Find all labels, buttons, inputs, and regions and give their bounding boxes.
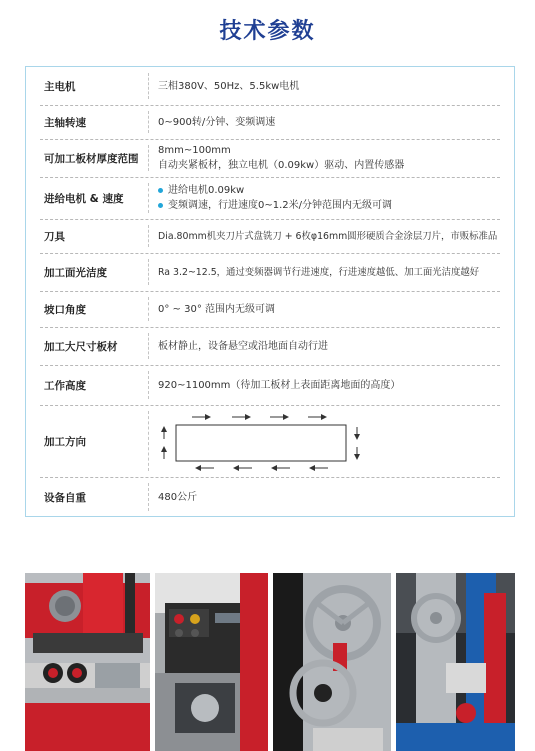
divider <box>148 111 149 133</box>
spec-value-line: 三相380V、50Hz、5.5kw电机 <box>158 80 300 92</box>
spec-value <box>158 291 498 327</box>
spec-label: 工作高度 <box>44 379 86 392</box>
bullet-item <box>158 183 498 198</box>
spec-row-working-height <box>40 365 500 406</box>
spec-value <box>158 477 498 517</box>
direction-diagram-svg <box>158 411 373 471</box>
direction-diagram <box>158 411 373 471</box>
divider <box>148 411 149 471</box>
divider <box>148 145 149 171</box>
spec-value <box>158 327 498 365</box>
divider <box>148 297 149 321</box>
bullet-text: 进给电机0.09kw <box>168 185 245 196</box>
spec-value <box>158 139 498 177</box>
bullet-dot-icon <box>158 203 163 208</box>
spec-row-direction <box>40 405 500 478</box>
spec-value-line: Ra 3.2~12.5，通过变频器调节行进速度，行进速度越低、加工面光洁度越好 <box>158 266 480 278</box>
spec-value-line: 8mm~100mm <box>158 145 231 156</box>
control-panel-photo <box>155 573 268 751</box>
spec-value <box>158 177 498 219</box>
spec-value-line: 0~900转/分钟、变频调速 <box>158 116 276 128</box>
spec-label: 主电机 <box>44 80 76 93</box>
spec-label: 主轴转速 <box>44 116 86 129</box>
spec-row-weight <box>40 477 500 517</box>
spec-value-line: 自动夹紧板材，独立电机（0.09kw）驱动、内置传感器 <box>158 160 405 171</box>
divider <box>148 259 149 285</box>
spec-row-finish <box>40 253 500 292</box>
spec-label: 坡口角度 <box>44 303 86 316</box>
divider <box>148 371 149 399</box>
spec-label: 刀具 <box>44 230 65 243</box>
divider <box>148 333 149 359</box>
spec-value-line: Dia.80mm机夹刀片式盘铣刀 + 6枚φ16mm圆形硬质合金涂层刀片，市贩标准品 <box>158 230 498 242</box>
spec-label: 设备自重 <box>44 491 86 504</box>
spec-row-tool <box>40 219 500 254</box>
bullet-item <box>158 198 498 213</box>
spec-value-line: 920~1100mm（待加工板材上表面距离地面的高度） <box>158 379 401 391</box>
handwheel-photo <box>273 573 391 751</box>
page-title: 技术参数 <box>219 19 316 44</box>
spec-row-large-plate <box>40 327 500 366</box>
plate-outline <box>176 425 346 461</box>
spec-value <box>158 67 498 105</box>
spec-row-bevel-angle <box>40 291 500 328</box>
photo-strip <box>25 573 515 751</box>
spec-row-thickness <box>40 139 500 178</box>
spec-row-main-motor <box>40 67 500 106</box>
bullet-dot-icon <box>158 188 163 193</box>
spec-value-line: 板材静止，设备悬空或沿地面自动行进 <box>158 340 328 352</box>
divider <box>148 483 149 511</box>
spec-value <box>158 253 498 291</box>
spec-row-feed-motor <box>40 177 500 220</box>
spec-value-line: 0° ~ 30° 范围内无级可调 <box>158 303 276 315</box>
spec-value <box>158 405 498 477</box>
spec-label: 加工面光洁度 <box>44 266 107 279</box>
spec-value <box>158 219 498 253</box>
spec-label: 加工方向 <box>44 435 86 448</box>
spec-row-spindle-speed <box>40 105 500 140</box>
spec-table <box>25 66 515 517</box>
bullet-text: 变频调速，行进速度0~1.2米/分钟范围内无级可调 <box>168 200 393 211</box>
column-handwheel-photo <box>396 573 515 751</box>
divider <box>148 183 149 213</box>
spec-label: 加工大尺寸板材 <box>44 340 118 353</box>
machine-overview-photo <box>25 573 150 751</box>
spec-value-line: 480公斤 <box>158 491 198 503</box>
spec-value <box>158 105 498 139</box>
spec-label: 可加工板材厚度范围 <box>44 152 139 165</box>
divider <box>148 73 149 99</box>
spec-value <box>158 365 498 405</box>
divider <box>148 225 149 247</box>
spec-label: 进给电机 & 速度 <box>44 192 124 205</box>
